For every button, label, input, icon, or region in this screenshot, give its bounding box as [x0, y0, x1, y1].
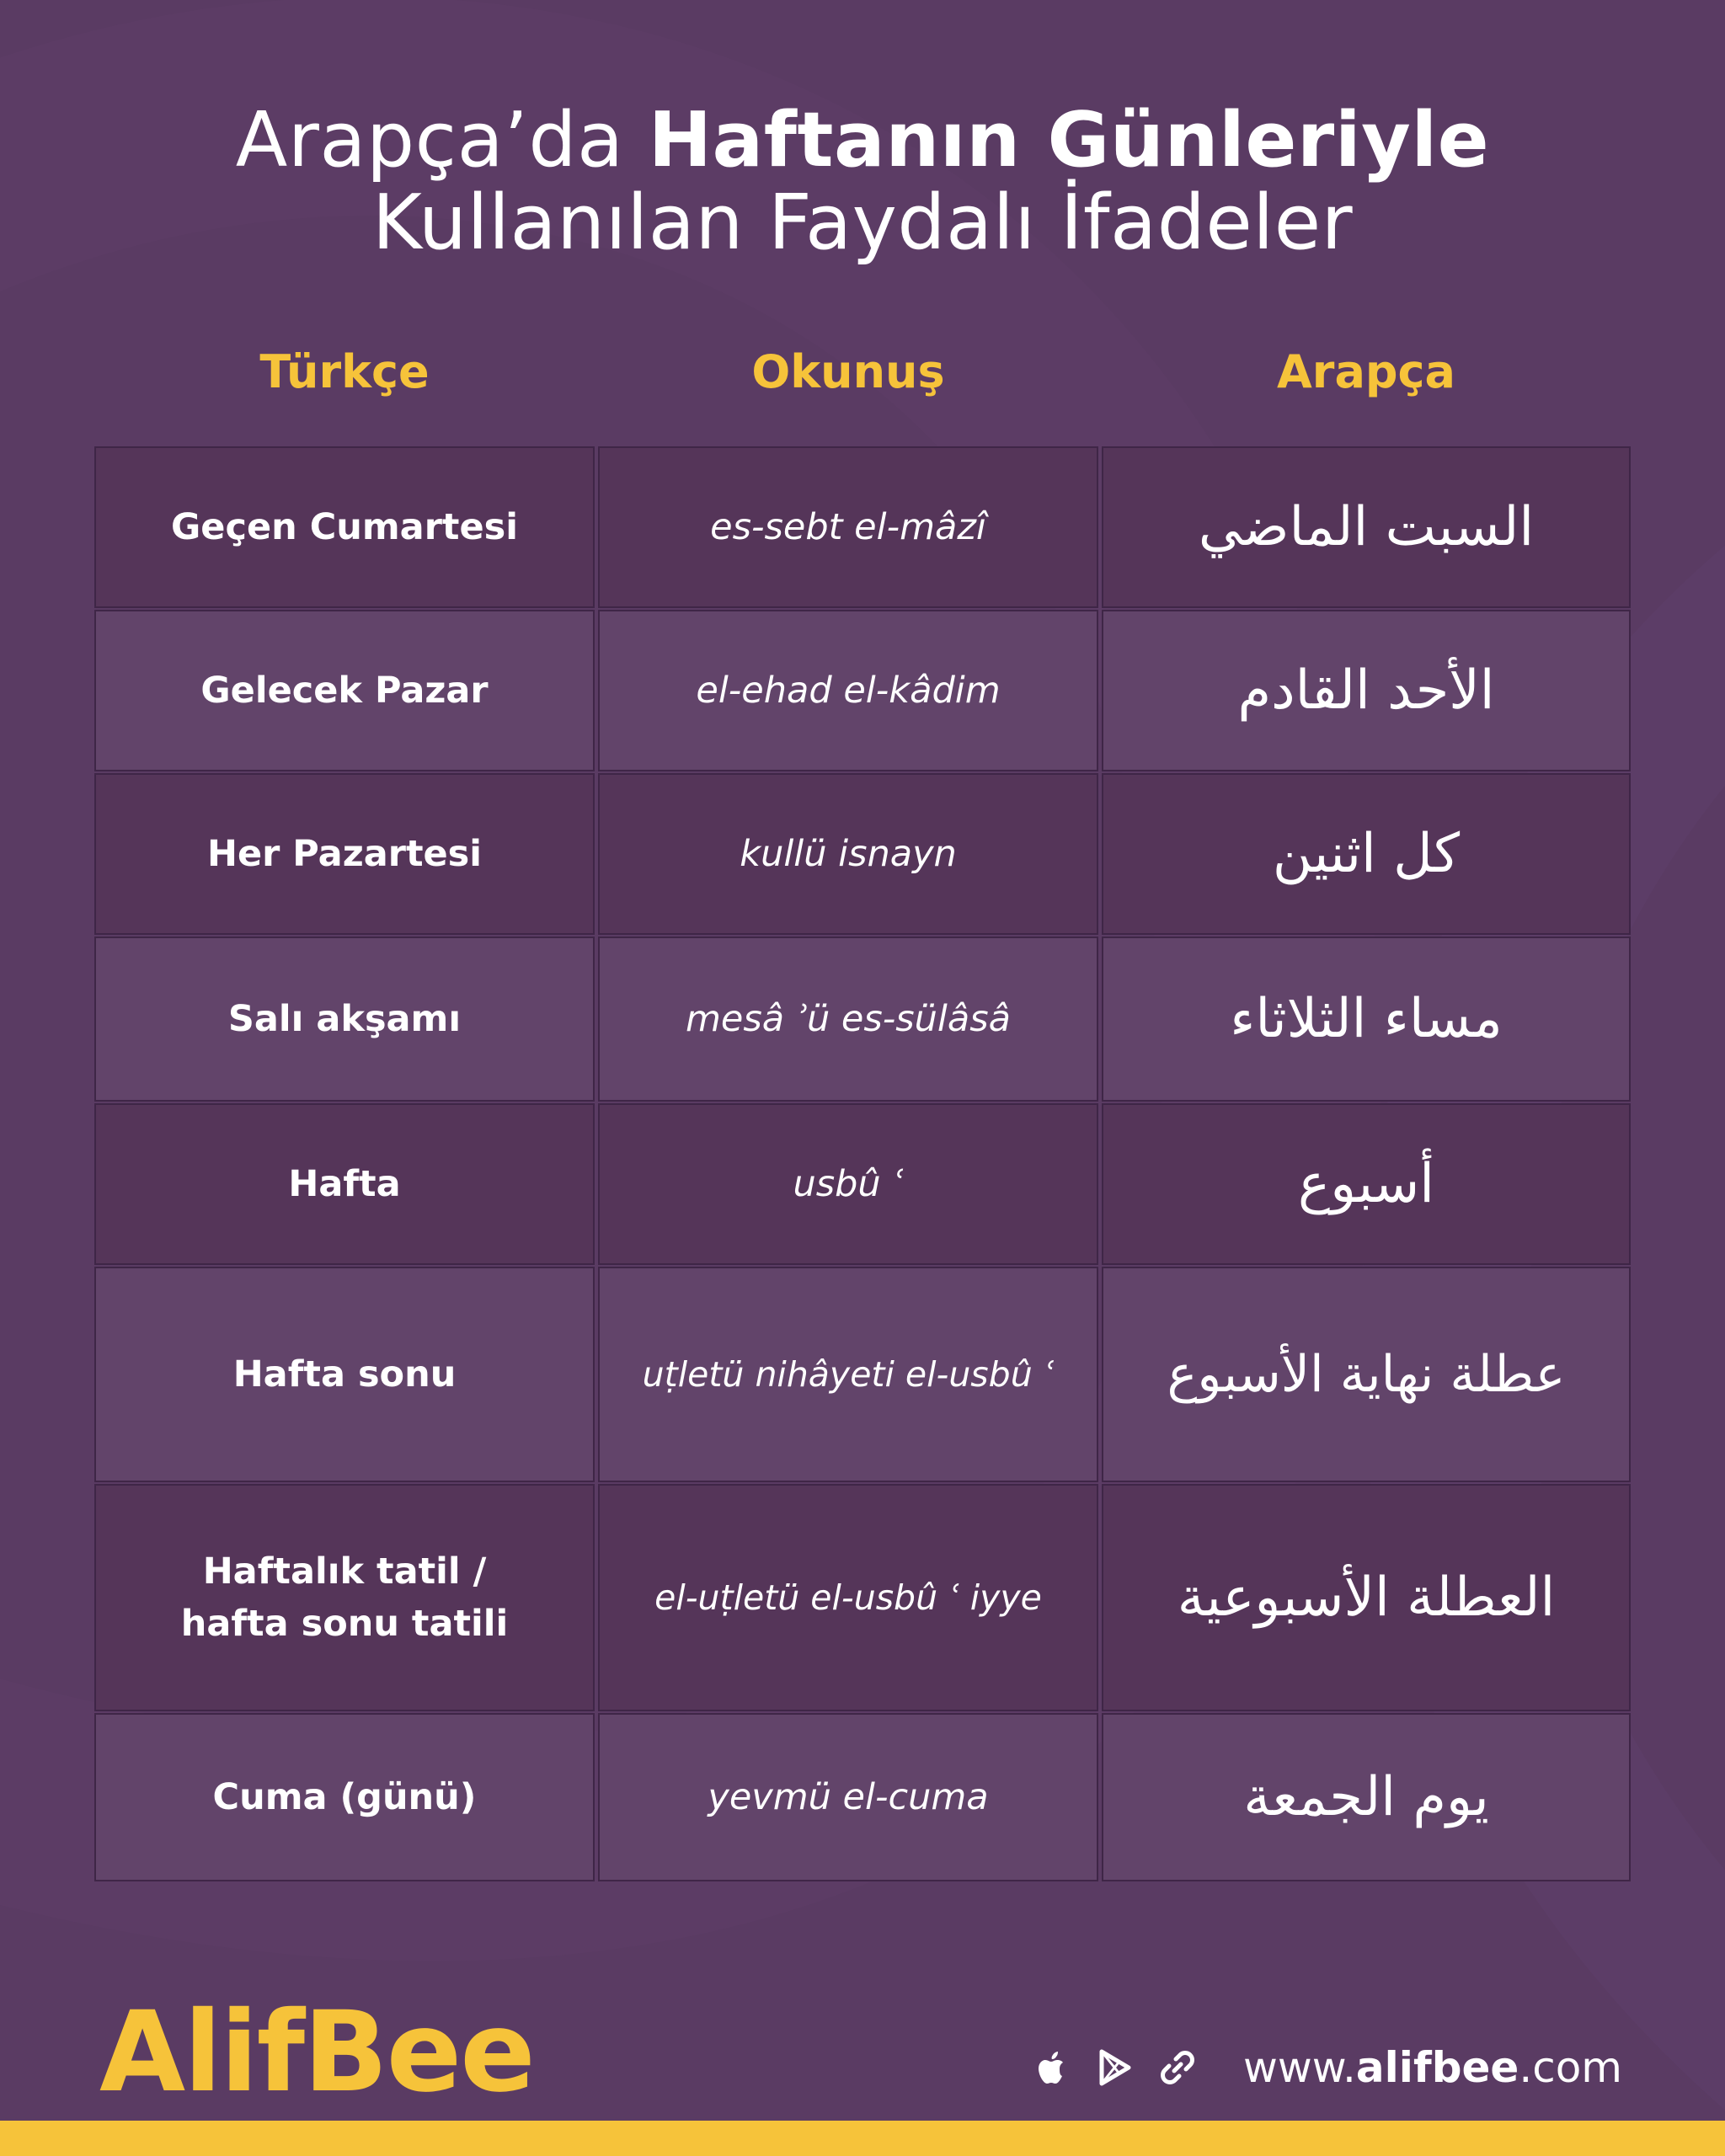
- cell-arabic: العطلة الأسبوعية: [1102, 1484, 1631, 1711]
- cell-turkish: Geçen Cumartesi: [94, 446, 595, 608]
- cell-arabic: السبت الماضي: [1102, 446, 1631, 608]
- cell-arabic: عطلة نهاية الأسبوع: [1102, 1267, 1631, 1482]
- cell-reading: uṭletü nihâyeti el-usbû ʿ: [598, 1267, 1098, 1482]
- cell-reading: el-uṭletü el-usbû ʿ iyye: [598, 1484, 1098, 1711]
- cell-arabic: أسبوع: [1102, 1103, 1631, 1265]
- url-prefix: www.: [1242, 2043, 1356, 2092]
- table-row: [94, 1267, 1631, 1482]
- apple-icon[interactable]: [1033, 2047, 1073, 2088]
- title-line-2: Kullanılan Faydalı İfadeler: [371, 179, 1354, 267]
- cell-reading: mesâ ʾü es-sülâsâ: [598, 937, 1098, 1102]
- cell-reading: kullü isnayn: [598, 773, 1098, 935]
- title-bold: Haftanın Günleriyle: [648, 96, 1490, 184]
- cell-arabic: يوم الجمعة: [1102, 1713, 1631, 1881]
- cell-turkish: Hafta: [94, 1103, 595, 1265]
- page-title: [0, 96, 1725, 267]
- table-row: [94, 610, 1631, 771]
- header-arabic: Arapça: [1277, 345, 1455, 398]
- header-turkish: Türkçe: [259, 345, 430, 398]
- table-row: [94, 1484, 1631, 1711]
- cell-turkish: Cuma (günü): [94, 1713, 595, 1881]
- cell-reading: el-ehad el-kâdim: [598, 610, 1098, 771]
- cell-turkish: Salı akşamı: [94, 937, 595, 1102]
- cell-reading: yevmü el-cuma: [598, 1713, 1098, 1881]
- cell-arabic: الأحد القادم: [1102, 610, 1631, 771]
- cell-turkish: Hafta sonu: [94, 1267, 595, 1482]
- title-line-1: [0, 96, 1725, 184]
- table-row: [94, 1713, 1631, 1881]
- cell-turkish: Her Pazartesi: [94, 773, 595, 935]
- column-headers: [94, 345, 1631, 413]
- cell-arabic: مساء الثلاثاء: [1102, 937, 1631, 1102]
- website-url[interactable]: [1243, 2043, 1622, 2092]
- link-icon[interactable]: [1157, 2047, 1198, 2088]
- alifbee-logo: AlifBee: [99, 1988, 534, 2117]
- footer-links: [1033, 2038, 1622, 2097]
- cell-reading: es-sebt el-mâzî: [598, 446, 1098, 608]
- header-reading: Okunuş: [751, 345, 945, 398]
- table-row: [94, 446, 1631, 608]
- table-row: [94, 773, 1631, 935]
- title-prefix: Arapça’da: [235, 96, 649, 184]
- bottom-accent-bar: [0, 2121, 1725, 2156]
- cell-reading: usbû ʿ: [598, 1103, 1098, 1265]
- url-suffix: .com: [1519, 2043, 1622, 2092]
- cell-turkish: Gelecek Pazar: [94, 610, 595, 771]
- play-store-icon[interactable]: [1095, 2047, 1135, 2088]
- cell-turkish: Haftalık tatil / hafta sonu tatili: [94, 1484, 595, 1711]
- table-row: [94, 937, 1631, 1102]
- url-bold: alifbee: [1355, 2043, 1519, 2092]
- table-row: [94, 1103, 1631, 1265]
- cell-arabic: كل اثنين: [1102, 773, 1631, 935]
